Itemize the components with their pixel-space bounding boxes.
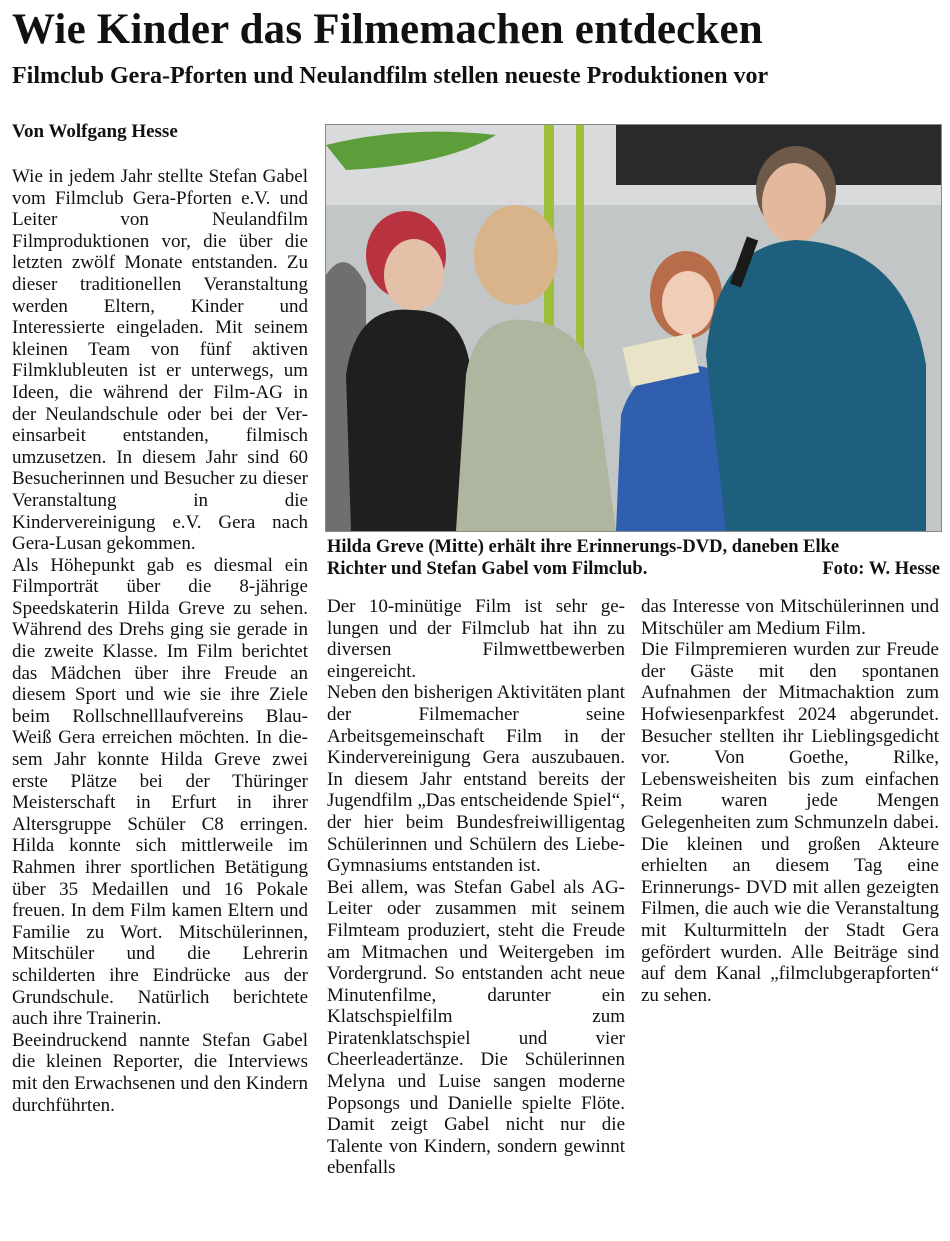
subheadline: Filmclub Gera-Pforten und Neulandfilm stellen neueste Produktionen vor [12,63,769,89]
byline: Von Wolfgang Hesse [12,121,178,142]
photo-illustration [326,125,941,531]
paragraph: Bei allem, was Stefan Gabel als AG-Leiter oder zusammen mit seinem Filmteam produziert, steht die Freude am Mitmachen und Weitergeben im Vordergrund. So entstanden acht neue Minutenfilme, darunter ein Klatschspielfilm zum Piratenklatschspiel und vier Cheerleadertänze. Die Schülerinnen Melyna und Luise sangen moderne Popsongs und Danielle spielte Flöte. Damit zeigt Gabel nicht nur die Talente von Kindern, sondern gewinnt ebenfalls [327,876,625,1179]
article-column-2 [327,596,625,1236]
paragraph: Neben den bisherigen Aktivitäten plant der Filmemacher seine Arbeitsgemeinschaft Film in der Kindervereinigung Gera auszubauen. In diesem Jahr entstand bereits der Jugendfilm „Das entscheidende Spiel“, der hier beim Bundesfreiwilligentag Schülerinnen und Schülern des Liebe-Gymnasiums entstanden ist. [327,682,625,877]
paragraph: Als Höhepunkt gab es diesmal ein Filmporträt über die 8-jährige Speedskaterin Hilda Greve zu sehen. Während des Drehs ging sie gerade in die zweite Klasse. Im Film berichtet das Mädchen über ihre Freude an diesem Sport und wie sie ihre Ziele beim Rollschnelllaufvereins Blau-Weiß Gera erreichen möchten. In diesem Jahr konnte Hilda Greve zwei erste Plätze bei der Thüringer Meisterschaft in Erfurt in ihrer Altersgruppe Schüler C8 erringen. Hilda konnte sich mittlerweile im Rahmen ihrer sportlichen Betätigung über 35 Medaillen und 16 Pokale freuen. In dem Film kamen Eltern und Familie zu Wort. Mitschülerinnen, Mitschüler und die Lehrerin schilderten ihre Eindrücke aus der Grundschule. Natürlich berichtete auch ihre Trainerin. [12,554,308,1030]
article-column-3 [641,596,939,1076]
paragraph: das Interesse von Mitschülerinnen und Mitschüler am Medium Film. [641,596,939,639]
photo-credit: Foto: W. Hesse [822,559,940,579]
paragraph: Der 10-minütige Film ist sehr gelungen und der Filmclub hat ihn zu diversen Filmwettbewerben eingereicht. [327,596,625,682]
headline: Wie Kinder das Filmemachen entdecken [12,6,763,53]
caption-line: Hilda Greve (Mitte) erhält ihre Erinnerungs-DVD, daneben Elke [327,537,840,557]
caption-line [327,558,940,580]
paragraph: Die Filmpremieren wurden zur Freude der Gäste mit den spontanen Aufnahmen der Mitmachaktion zum Hofwiesenparkfest 2024 abgerundet. Besucher stellten ihr Lieblingsgedicht vor. Von Goethe, Rilke, Lebensweisheiten bis zum einfachen Reim waren jede Mengen Gelegenheiten zum Schmunzeln dabei. Die kleinen und großen Akteure erhielten an diesem Tag eine Erinnerungs- DVD mit allen gezeigten Filmen, die auch wie die Veranstaltung mit Kulturmitteln der Stadt Gera gefördert wurden. Alle Beiträge sind auf dem Kanal „filmclubgerapforten“ zu sehen. [641,639,939,1006]
article-column-1 [12,166,308,1236]
paragraph: Wie in jedem Jahr stellte Stefan Gabel vom Filmclub Gera-Pforten e.V. und Leiter von Neulandfilm Filmproduktionen vor, die über die letzten zwölf Monate entstanden. Zu dieser traditionellen Veranstaltung werden Eltern, Kinder und Interessierte eingeladen. Mit seinem kleinen Team von fünf aktiven Filmklubleuten ist er unterwegs, um Ideen, die während der Film-AG in der Neulandschule oder bei der Vereinsarbeit entstanden, filmisch umzusetzen. In diesem Jahr sind 60 Besucherinnen und Besucher zu dieser Veranstaltung in die Kindervereinigung e.V. Gera nach Gera-Lusan gekommen. [12,166,308,555]
article-photo [325,124,942,532]
photo-caption [327,536,940,580]
caption-text: Richter und Stefan Gabel vom Filmclub. [327,559,648,579]
paragraph: Beeindruckend nannte Stefan Gabel die kleinen Reporter, die Interviews mit den Erwachsenen und den Kindern durchführten. [12,1029,308,1116]
